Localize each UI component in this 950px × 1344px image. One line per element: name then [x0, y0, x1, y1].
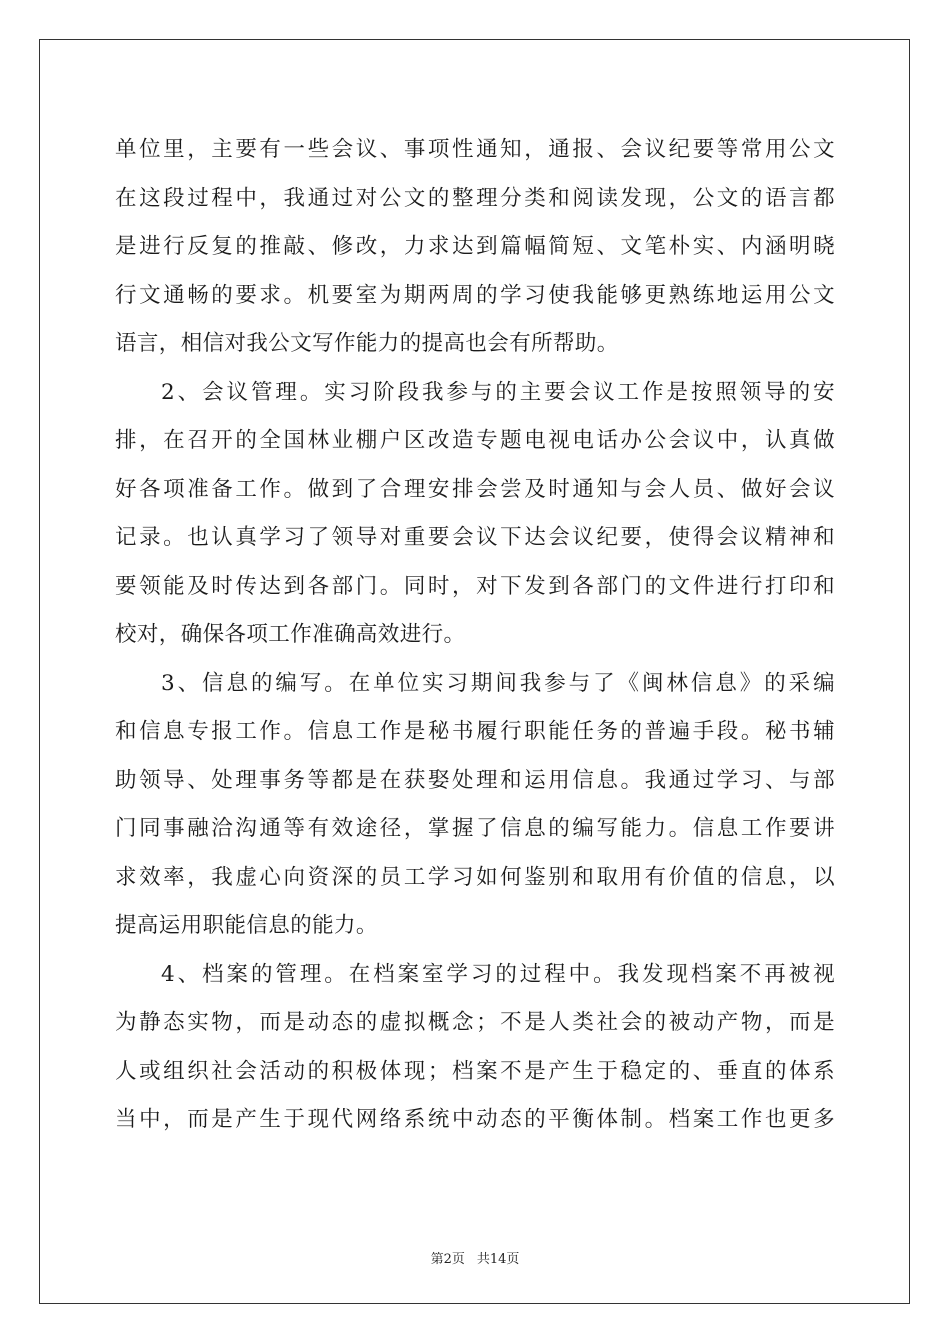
text-line: 要领能及时传达到各部门。同时，对下发到各部门的文件进行打印和 — [115, 573, 835, 599]
text-line: 和信息专报工作。信息工作是秘书履行职能任务的普遍手段。秘书辅 — [115, 719, 835, 744]
text-line: 好各项准备工作。做到了合理安排会尝及时通知与会人员、做好会议 — [115, 476, 835, 502]
text-line: 在这段过程中，我通过对公文的整理分类和阅读发现，公文的语言都 — [115, 185, 835, 211]
text-line: 语言，相信对我公文写作能力的提高也会有所帮助。 — [115, 331, 619, 356]
text-line: 行文通畅的要求。机要室为期两周的学习使我能够更熟练地运用公文 — [115, 282, 835, 308]
paragraph — [115, 951, 835, 1145]
text-line: 助领导、处理事务等都是在获娶处理和运用信息。我通过学习、与部 — [115, 767, 835, 793]
text-line: 求效率，我虚心向资深的员工学习如何鉴别和取用有价值的信息，以 — [115, 864, 835, 890]
page-footer — [0, 1248, 950, 1267]
text-line: 3、信息的编写。在单位实习期间我参与了《闽林信息》的采编 — [161, 670, 835, 696]
text-line: 提高运用职能信息的能力。 — [115, 913, 378, 938]
page-total: 共14页 — [476, 1252, 520, 1267]
text-line: 记录。也认真学习了领导对重要会议下达会议纪要，使得会议精神和 — [115, 525, 835, 550]
text-line: 单位里，主要有一些会议、事项性通知，通报、会议纪要等常用公文 — [115, 137, 835, 162]
paragraph — [115, 369, 835, 660]
paragraph — [115, 126, 835, 369]
page-number: 第2页 — [430, 1252, 465, 1267]
text-line: 人或组织社会活动的积极体现；档案不是产生于稳定的、垂直的体系 — [115, 1058, 835, 1084]
text-line: 门同事融洽沟通等有效途径，掌握了信息的编写能力。信息工作要讲 — [115, 816, 835, 841]
text-line: 4、档案的管理。在档案室学习的过程中。我发现档案不再被视 — [161, 961, 835, 987]
paragraph — [115, 660, 835, 951]
document-body — [115, 126, 835, 1145]
text-line: 2、会议管理。实习阶段我参与的主要会议工作是按照领导的安 — [161, 379, 835, 405]
text-line: 校对，确保各项工作准确高效进行。 — [115, 622, 466, 647]
text-line: 是进行反复的推敲、修改，力求达到篇幅简短、文笔朴实、内涵明晓 — [115, 234, 835, 259]
text-line: 当中，而是产生于现代网络系统中动态的平衡体制。档案工作也更多 — [115, 1107, 835, 1132]
text-line: 排，在召开的全国林业棚户区改造专题电视电话办公会议中，认真做 — [115, 428, 835, 453]
text-line: 为静态实物，而是动态的虚拟概念；不是人类社会的被动产物，而是 — [115, 1010, 835, 1035]
